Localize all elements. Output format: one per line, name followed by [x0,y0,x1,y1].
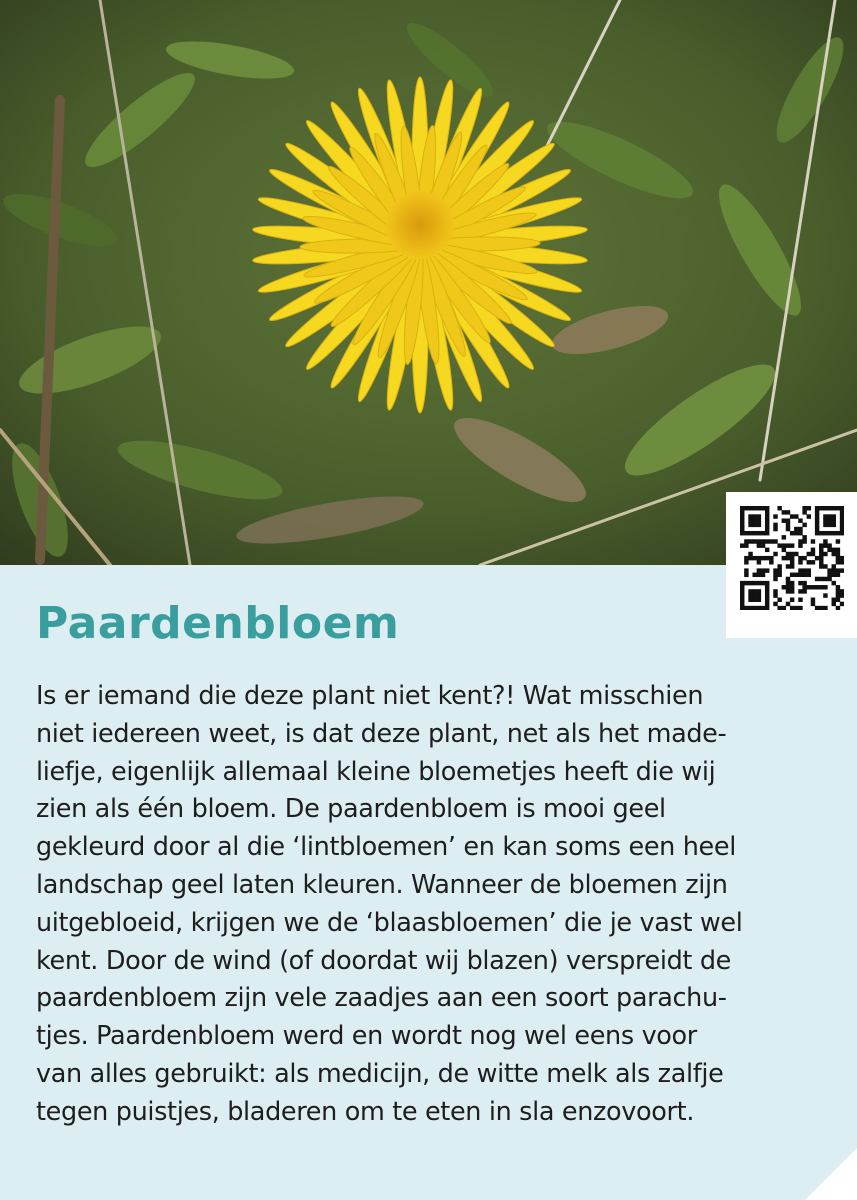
description-line: gekleurd door al die ‘lintbloemen’ en kan soms een heel [36,832,736,863]
description-line: niet iedereen weet, is dat deze plant, net als het made- [36,718,727,749]
description-line: Is er iemand die deze plant niet kent?! Wat misschien [36,681,704,711]
description-line: tjes. Paardenbloem werd en wordt nog wel eens voor [36,1021,697,1052]
description-line: paardenbloem zijn vele zaadjes aan een soort parachu- [36,983,727,1014]
qr-code[interactable] [726,492,857,638]
description-line: zien als één bloem. De paardenbloem is mooi geel [36,794,666,825]
description-line: kent. Door de wind (of doordat wij blazen) verspreidt de [36,945,732,976]
description-line: tegen puistjes, bladeren om te eten in sla enzovoort. [36,1096,695,1127]
corner-cut [805,1148,857,1200]
description-line: van alles gebruikt: als medicijn, de witte melk als zalfje [36,1058,724,1089]
page-title: Paardenbloem [36,598,400,649]
description-line: liefje, eigenlijk allemaal kleine bloemetjes heeft die wij [36,756,716,787]
description-line: landschap geel laten kleuren. Wanneer de bloemen zijn [36,869,728,900]
dandelion-photo [0,0,857,565]
description [36,678,836,1132]
qr-code-icon [740,506,844,610]
description-line: uitgebloeid, krijgen we de ‘blaasbloemen’ die je vast wel [36,907,743,938]
